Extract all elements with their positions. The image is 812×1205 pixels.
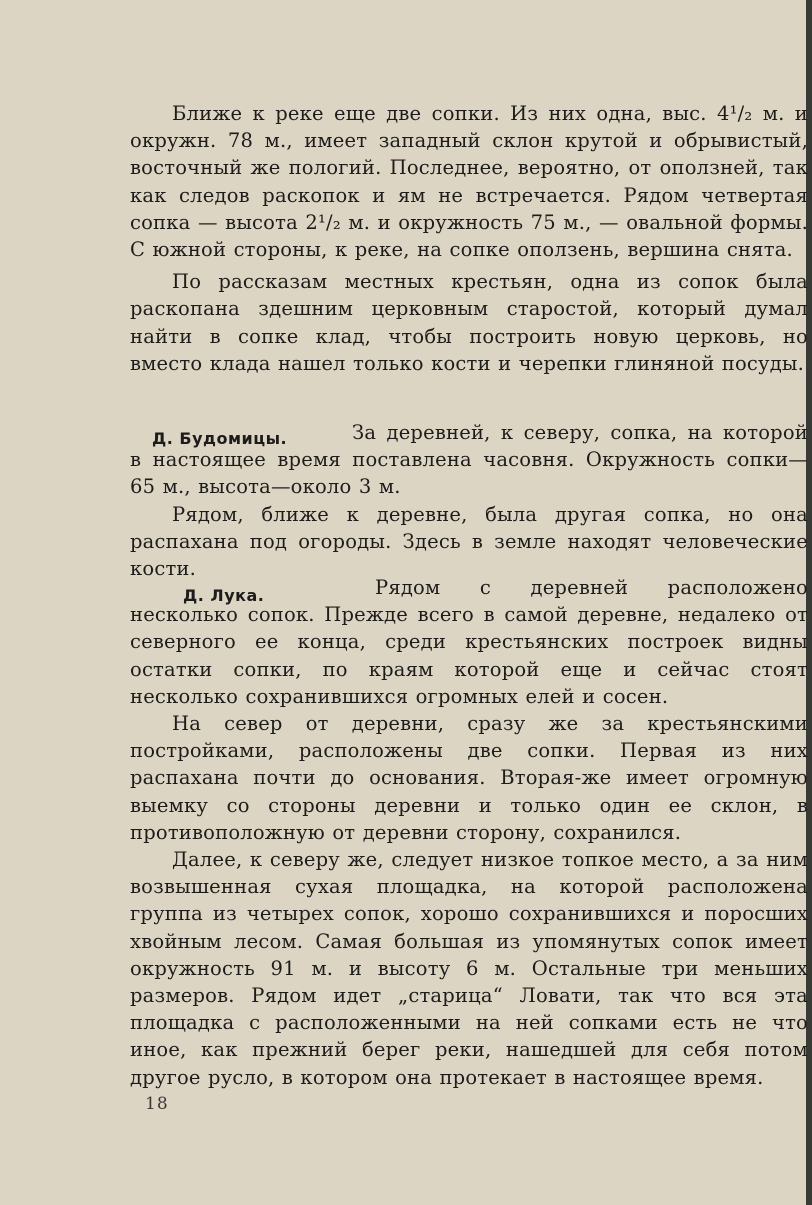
section-budomitsy bbox=[130, 419, 808, 582]
budomitsy-text-1: За деревней, к северу, сопка, на которой в настоящее время поставлена часовня. Окружность сопки—65 м., высота—около 3 м. bbox=[130, 421, 808, 499]
budomitsy-paragraph-2: Рядом, ближе к деревне, была другая сопка, но она распахана под огороды. Здесь в земле находят человеческие кости. bbox=[130, 502, 808, 581]
village-label-luka: Д. Лука. bbox=[183, 586, 265, 605]
section-luka bbox=[130, 574, 808, 1091]
text-block-top bbox=[130, 100, 808, 377]
luka-text-1: Рядом с деревней расположено несколько сопок. Прежде всего в самой деревне, недалеко от северного ее конца, среди крестьянских построек видны остатки сопки, по краям которой еще и сейчас стоят несколько сохранившихся огромных елей и сосен. bbox=[130, 576, 808, 708]
luka-paragraph-3: Далее, к северу же, следует низкое топкое место, а за ним возвышенная сухая площадка, на которой расположена группа из четырех сопок, хорошо сохранившихся и поросших хвойным лесом. Самая большая из упомянутых сопок имеет окружность 91 м. и высоту 6 м. Остальные три меньших размеров. Рядом идет „старица“ Ловати, так что вся эта площадка с расположенными на ней сопками есть не что иное, как прежний берег реки, нашедшей для себя потом другое русло, в котором она протекает в настоящее время. bbox=[130, 848, 808, 1089]
page-number: 18 bbox=[145, 1094, 169, 1114]
paragraph-2: По рассказам местных крестьян, одна из сопок была раскопана здешним церковным старостой, который думал найти в сопке клад, чтобы построить новую церковь, но вместо клада нашел только кости и черепки глиняной посуды. bbox=[130, 270, 808, 375]
luka-paragraph-2: На север от деревни, сразу же за крестьянскими постройками, расположены две сопки. Первая из них распахана почти до основания. Вторая-же имеет огромную выемку со стороны деревни и только один ее склон, в противоположную от деревни сторону, сохранился. bbox=[130, 712, 808, 844]
village-label-budomitsy: Д. Будомицы. bbox=[152, 429, 288, 448]
paragraph-1: Ближе к реке еще две сопки. Из них одна, выс. 4¹/₂ м. и окружн. 78 м., имеет западный склон крутой и обрывистый, восточный же пологий. Последнее, вероятно, от оползней, так как следов раскопок и ям не встречается. Рядом четвертая сопка — высота 2¹/₂ м. и окружность 75 м., — овальной формы. С южной стороны, к реке, на сопке оползень, вершина снята. bbox=[130, 102, 808, 262]
budomitsy-paragraph-1 bbox=[130, 419, 808, 501]
luka-paragraph-1 bbox=[130, 574, 808, 710]
